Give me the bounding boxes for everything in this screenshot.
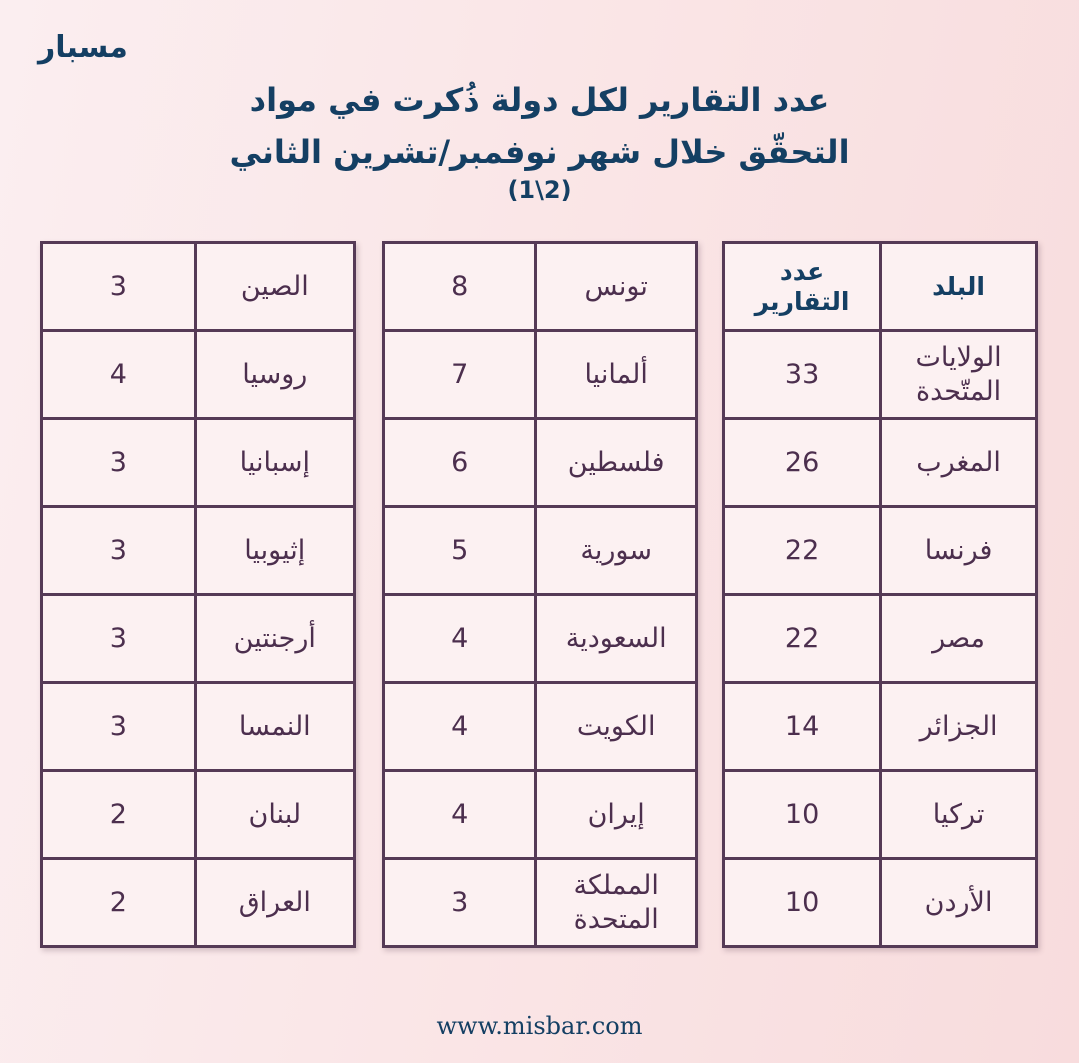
table-row [42,331,355,419]
count-cell: 3 [384,859,536,947]
table-row [42,683,355,771]
country-cell: روسيا [195,331,354,419]
count-cell: 6 [384,419,536,507]
country-cell: الكويت [536,683,697,771]
country-cell: الأردن [881,859,1037,947]
country-cell: الولايات المتّحدة [881,331,1037,419]
table-row [724,595,1037,683]
footer-url: www.misbar.com [436,1012,643,1040]
country-cell: العراق [195,859,354,947]
table-row [384,683,697,771]
count-cell: 14 [724,683,881,771]
count-cell: 10 [724,859,881,947]
country-cell: إيران [536,771,697,859]
country-cell: لبنان [195,771,354,859]
reports-table-3 [40,241,356,948]
country-cell: الجزائر [881,683,1037,771]
page-indicator: (1\2) [507,176,572,204]
count-cell: 3 [42,419,196,507]
country-cell: المملكة المتحدة [536,859,697,947]
table-row [724,507,1037,595]
country-cell: سورية [536,507,697,595]
country-cell: تركيا [881,771,1037,859]
table-row [724,331,1037,419]
table-row [42,771,355,859]
count-cell: 3 [42,595,196,683]
table-row [384,859,697,947]
table-row [42,859,355,947]
table-row [384,507,697,595]
count-cell: 22 [724,507,881,595]
table-row [384,243,697,331]
count-cell: 3 [42,683,196,771]
table-row [384,419,697,507]
country-cell: السعودية [536,595,697,683]
count-cell: 2 [42,771,196,859]
column-header-country: البلد [881,243,1037,331]
count-cell: 33 [724,331,881,419]
table-row [724,771,1037,859]
country-cell: مصر [881,595,1037,683]
country-cell: أرجنتين [195,595,354,683]
table-row [724,683,1037,771]
title-line-2: التحقّق خلال شهر نوفمبر/تشرين الثاني [229,133,850,171]
country-cell: إثيوبيا [195,507,354,595]
country-cell: المغرب [881,419,1037,507]
table-row [42,595,355,683]
count-cell: 8 [384,243,536,331]
count-cell: 22 [724,595,881,683]
misbar-logo: مسبار [38,30,128,65]
column-header-count: عدد التقارير [724,243,881,331]
country-cell: تونس [536,243,697,331]
reports-table-2 [382,241,698,948]
table-row [384,331,697,419]
reports-table-1 [722,241,1038,948]
table-row [42,419,355,507]
count-cell: 2 [42,859,196,947]
table-row [724,419,1037,507]
table-row [384,595,697,683]
table-row [42,507,355,595]
table-header-row [724,243,1037,331]
page-title [0,74,1079,178]
country-cell: إسبانيا [195,419,354,507]
count-cell: 4 [384,771,536,859]
count-cell: 7 [384,331,536,419]
count-cell: 3 [42,507,196,595]
count-cell: 4 [384,595,536,683]
country-cell: فلسطين [536,419,697,507]
country-cell: ألمانيا [536,331,697,419]
country-cell: الصين [195,243,354,331]
country-cell: النمسا [195,683,354,771]
title-line-1: عدد التقارير لكل دولة ذُكرت في مواد [249,81,830,119]
count-cell: 10 [724,771,881,859]
table-row [384,771,697,859]
count-cell: 26 [724,419,881,507]
count-cell: 3 [42,243,196,331]
table-row [724,859,1037,947]
count-cell: 5 [384,507,536,595]
country-cell: فرنسا [881,507,1037,595]
count-cell: 4 [42,331,196,419]
count-cell: 4 [384,683,536,771]
table-row [42,243,355,331]
